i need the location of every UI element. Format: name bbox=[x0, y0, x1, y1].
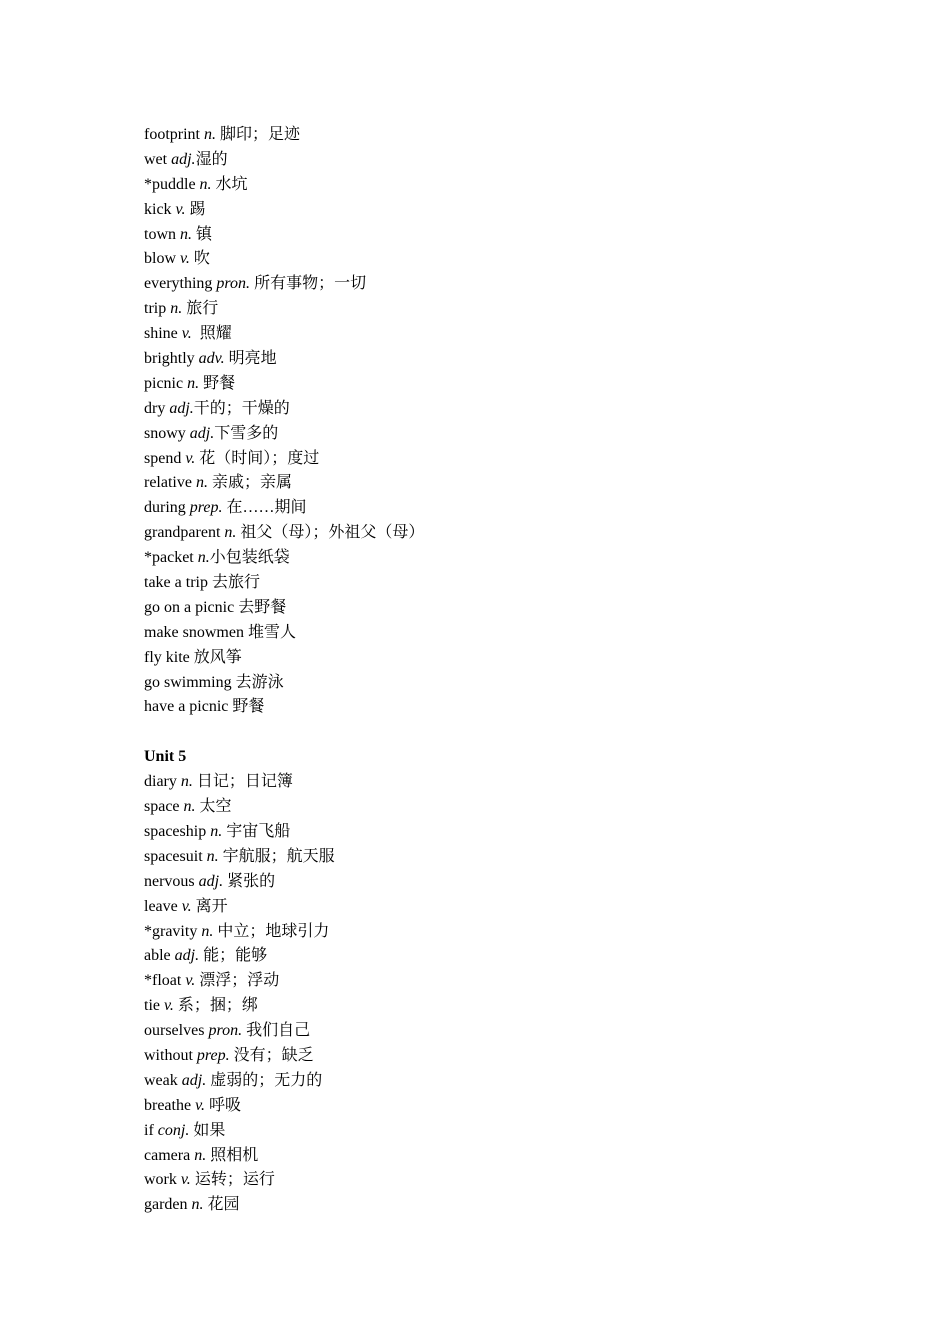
entry-word: spaceship bbox=[144, 822, 207, 840]
entry-word: ourselves bbox=[144, 1022, 205, 1040]
entry-word: wet bbox=[144, 150, 168, 168]
entry-meaning: 如果 bbox=[189, 1121, 226, 1139]
vocab-entry bbox=[144, 944, 864, 969]
vocabulary-page bbox=[144, 123, 864, 1218]
entry-meaning: 离开 bbox=[191, 897, 228, 915]
entry-word: *puddle bbox=[144, 175, 196, 193]
vocab-entry bbox=[144, 845, 864, 870]
entry-word: able bbox=[144, 947, 171, 965]
vocab-entry bbox=[144, 895, 864, 920]
vocab-entry bbox=[144, 347, 864, 372]
entry-word: town bbox=[144, 225, 176, 243]
entry-word: diary bbox=[144, 773, 177, 791]
vocab-entry bbox=[144, 1193, 864, 1218]
entry-word: without bbox=[144, 1046, 193, 1064]
phrase-entry: have a picnic 野餐 bbox=[144, 698, 265, 716]
entry-part-of-speech: adj. bbox=[198, 872, 224, 890]
entry-part-of-speech: pron. bbox=[208, 1022, 243, 1040]
entry-part-of-speech: v. bbox=[195, 1096, 205, 1114]
entry-meaning: 亲戚；亲属 bbox=[207, 474, 292, 492]
entry-meaning: 虚弱的；无力的 bbox=[206, 1071, 323, 1089]
entry-word: *float bbox=[144, 972, 182, 990]
entry-meaning: 漂浮；浮动 bbox=[195, 972, 280, 990]
vocab-entry bbox=[144, 447, 864, 472]
vocab-entry bbox=[144, 1168, 864, 1193]
entry-part-of-speech: n. bbox=[180, 225, 192, 243]
entry-part-of-speech: v. bbox=[185, 449, 196, 467]
entry-meaning: 吹 bbox=[189, 250, 210, 268]
entry-meaning: 明亮地 bbox=[224, 350, 277, 368]
vocab-entry bbox=[144, 546, 864, 571]
entry-word: footprint bbox=[144, 126, 200, 143]
vocab-entry bbox=[144, 1069, 864, 1094]
entry-word: camera bbox=[144, 1146, 191, 1164]
entry-part-of-speech: n. bbox=[187, 374, 200, 392]
entry-word: grandparent bbox=[144, 524, 221, 542]
entry-part-of-speech: v. bbox=[180, 250, 190, 268]
entry-part-of-speech: adv. bbox=[198, 350, 225, 368]
entry-meaning: 照耀 bbox=[191, 325, 232, 343]
entry-part-of-speech: adj. bbox=[171, 150, 196, 168]
entry-meaning: 宇宙飞船 bbox=[222, 822, 291, 840]
entry-word: relative bbox=[144, 474, 192, 492]
entry-meaning: 旅行 bbox=[182, 300, 219, 318]
entry-meaning: 呼吸 bbox=[205, 1096, 242, 1114]
entry-word: spacesuit bbox=[144, 847, 203, 865]
entry-part-of-speech: n. bbox=[194, 1146, 207, 1164]
entry-part-of-speech: adj. bbox=[174, 947, 200, 965]
entry-word: kick bbox=[144, 200, 172, 218]
unit4-phrase-list bbox=[144, 571, 864, 720]
vocab-entry bbox=[144, 223, 864, 248]
entry-meaning: 在……期间 bbox=[222, 499, 307, 517]
vocab-entry bbox=[144, 795, 864, 820]
section-spacer bbox=[144, 720, 864, 745]
vocab-entry bbox=[144, 123, 864, 148]
entry-meaning: 日记；日记簿 bbox=[192, 773, 293, 791]
entry-meaning: 下雪多的 bbox=[214, 424, 279, 442]
entry-meaning: 脚印；足迹 bbox=[216, 126, 301, 143]
entry-part-of-speech: prep. bbox=[189, 499, 223, 517]
entry-word: *gravity bbox=[144, 922, 198, 940]
phrase-entry: take a trip 去旅行 bbox=[144, 574, 260, 592]
entry-word: if bbox=[144, 1121, 154, 1139]
unit5-heading: Unit 5 bbox=[144, 748, 187, 766]
entry-part-of-speech: n. bbox=[224, 524, 237, 542]
entry-part-of-speech: v. bbox=[175, 200, 186, 218]
vocab-entry bbox=[144, 397, 864, 422]
vocab-entry bbox=[144, 1094, 864, 1119]
entry-word: tie bbox=[144, 997, 160, 1015]
entry-meaning: 太空 bbox=[195, 798, 232, 816]
vocab-entry bbox=[144, 372, 864, 397]
vocab-entry bbox=[144, 247, 864, 272]
entry-meaning: 水坑 bbox=[211, 175, 248, 193]
entry-part-of-speech: n. bbox=[170, 300, 183, 318]
entry-part-of-speech: n. bbox=[204, 126, 216, 143]
entry-part-of-speech: n. bbox=[191, 1196, 204, 1214]
vocab-entry bbox=[144, 272, 864, 297]
vocab-entry bbox=[144, 969, 864, 994]
entry-meaning: 宇航服；航天服 bbox=[218, 847, 335, 865]
entry-part-of-speech: pron. bbox=[216, 275, 251, 293]
phrase-entry: go on a picnic 去野餐 bbox=[144, 598, 287, 616]
entry-part-of-speech: conj. bbox=[157, 1121, 190, 1139]
vocab-entry bbox=[144, 148, 864, 173]
entry-word: brightly bbox=[144, 350, 195, 368]
entry-word: weak bbox=[144, 1071, 178, 1089]
entry-word: blow bbox=[144, 250, 176, 268]
entry-meaning: 花园 bbox=[203, 1196, 240, 1214]
entry-word: spend bbox=[144, 449, 182, 467]
entry-word: nervous bbox=[144, 872, 195, 890]
vocab-entry bbox=[144, 173, 864, 198]
entry-part-of-speech: adj. bbox=[181, 1071, 207, 1089]
entry-part-of-speech: n. bbox=[197, 549, 210, 567]
entry-meaning: 野餐 bbox=[199, 374, 236, 392]
entry-part-of-speech: v. bbox=[181, 325, 192, 343]
entry-word: space bbox=[144, 798, 180, 816]
entry-part-of-speech: adj. bbox=[189, 424, 215, 442]
entry-part-of-speech: n. bbox=[199, 175, 212, 193]
vocab-entry bbox=[144, 471, 864, 496]
vocab-entry bbox=[144, 198, 864, 223]
entry-part-of-speech: prep. bbox=[196, 1046, 230, 1064]
entry-meaning: 系；捆；绑 bbox=[173, 997, 258, 1015]
vocab-entry bbox=[144, 322, 864, 347]
vocab-entry bbox=[144, 1119, 864, 1144]
vocab-entry bbox=[144, 920, 864, 945]
vocab-entry bbox=[144, 770, 864, 795]
entry-part-of-speech: adj. bbox=[169, 399, 194, 417]
entry-meaning: 中立；地球引力 bbox=[213, 922, 330, 940]
vocab-entry bbox=[144, 422, 864, 447]
entry-meaning: 干的；干燥的 bbox=[193, 399, 290, 417]
unit4-word-list bbox=[144, 123, 864, 571]
phrase-entry: make snowmen 堆雪人 bbox=[144, 623, 296, 641]
entry-word: picnic bbox=[144, 374, 184, 392]
entry-part-of-speech: n. bbox=[206, 847, 219, 865]
entry-part-of-speech: v. bbox=[181, 897, 192, 915]
entry-meaning: 运转；运行 bbox=[190, 1171, 275, 1189]
vocab-entry bbox=[144, 870, 864, 895]
entry-meaning: 所有事物；一切 bbox=[250, 275, 367, 293]
entry-word: shine bbox=[144, 325, 178, 343]
entry-meaning: 湿的 bbox=[195, 150, 228, 168]
entry-part-of-speech: n. bbox=[180, 773, 193, 791]
entry-word: breathe bbox=[144, 1096, 192, 1114]
entry-word: garden bbox=[144, 1196, 188, 1214]
entry-part-of-speech: n. bbox=[210, 822, 223, 840]
entry-meaning: 花（时间）；度过 bbox=[195, 449, 320, 467]
vocab-entry bbox=[144, 297, 864, 322]
vocab-entry bbox=[144, 521, 864, 546]
entry-word: leave bbox=[144, 897, 178, 915]
entry-word: *packet bbox=[144, 549, 194, 567]
entry-meaning: 小包装纸袋 bbox=[209, 549, 290, 567]
phrase-entry: go swimming 去游泳 bbox=[144, 673, 284, 691]
entry-word: trip bbox=[144, 300, 167, 318]
entry-word: everything bbox=[144, 275, 213, 293]
phrase-entry: fly kite 放风筝 bbox=[144, 648, 242, 666]
entry-part-of-speech: n. bbox=[183, 798, 196, 816]
vocab-entry bbox=[144, 1019, 864, 1044]
vocab-entry bbox=[144, 994, 864, 1019]
entry-part-of-speech: n. bbox=[195, 474, 208, 492]
entry-word: snowy bbox=[144, 424, 186, 442]
entry-part-of-speech: v. bbox=[185, 972, 196, 990]
entry-part-of-speech: v. bbox=[164, 997, 174, 1015]
entry-meaning: 祖父（母）；外祖父（母） bbox=[236, 524, 425, 542]
entry-meaning: 能；能够 bbox=[199, 947, 268, 965]
entry-meaning: 踢 bbox=[185, 200, 206, 218]
entry-meaning: 没有；缺乏 bbox=[229, 1046, 314, 1064]
entry-part-of-speech: v. bbox=[180, 1171, 191, 1189]
vocab-entry bbox=[144, 1144, 864, 1169]
entry-word: during bbox=[144, 499, 186, 517]
entry-meaning: 我们自己 bbox=[242, 1022, 311, 1040]
entry-part-of-speech: n. bbox=[201, 922, 214, 940]
entry-word: work bbox=[144, 1171, 177, 1189]
entry-meaning: 紧张的 bbox=[223, 872, 276, 890]
vocab-entry bbox=[144, 1044, 864, 1069]
entry-meaning: 镇 bbox=[192, 225, 213, 243]
vocab-entry bbox=[144, 820, 864, 845]
entry-meaning: 照相机 bbox=[206, 1146, 259, 1164]
unit5-word-list bbox=[144, 770, 864, 1218]
entry-word: dry bbox=[144, 399, 166, 417]
vocab-entry bbox=[144, 496, 864, 521]
